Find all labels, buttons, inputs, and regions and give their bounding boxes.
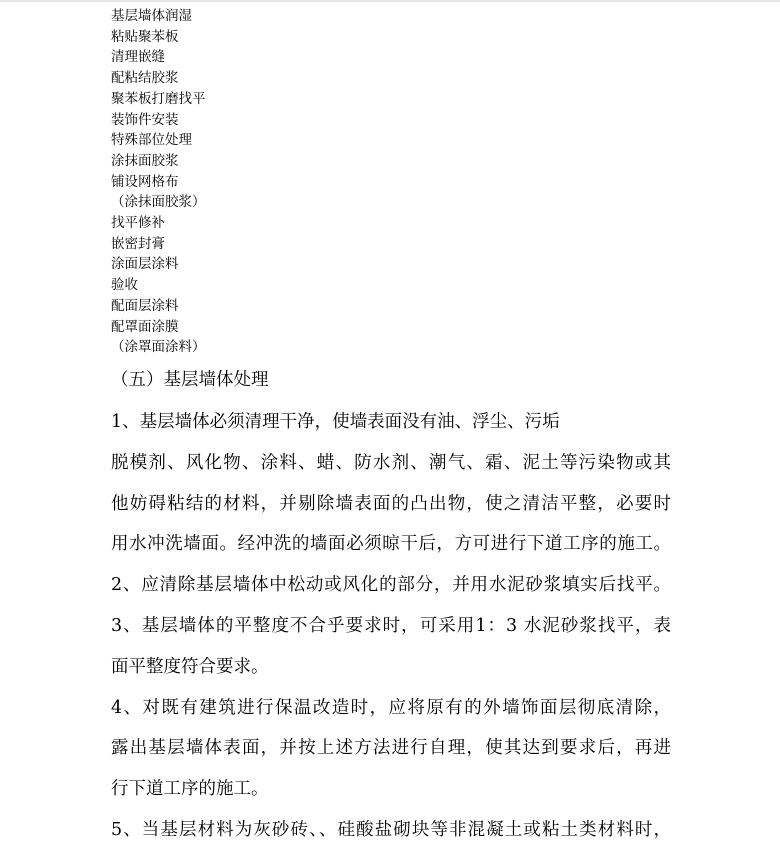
section-heading: （五）基层墙体处理 (111, 370, 269, 390)
process-step: 基层墙体润湿 (111, 8, 192, 24)
process-step: 找平修补 (111, 215, 165, 232)
process-step-list (111, 6, 206, 358)
paragraph-line: 用水冲洗墙面。经冲洗的墙面必须晾干后，方可进行下道工序的施工。 (111, 534, 671, 555)
process-step: （涂抹面胶浆） (111, 194, 206, 211)
paragraph-line: 行下道工序的施工。 (111, 779, 269, 800)
paragraph-line: 面平整度符合要求。 (111, 656, 269, 677)
process-step: 粘贴聚苯板 (111, 28, 179, 45)
process-step: 配粘结胶浆 (111, 70, 179, 87)
process-step: 聚苯板打磨找平 (111, 90, 206, 107)
process-step: 嵌密封膏 (111, 235, 165, 252)
paragraph-line: 他妨碍粘结的材料，并剔除墙表面的凸出物，使之清洁平整，必要时 (111, 493, 671, 514)
paragraph-line: 露出基层墙体表面，并按上述方法进行自理，使其达到要求后，再进 (111, 738, 671, 759)
paragraph-line: 3、基层墙体的平整度不合乎要求时，可采用1：3 水泥砂浆找平，表 (111, 615, 671, 636)
paragraph-line: 2、应清除基层墙体中松动或风化的部分，并用水泥砂浆填实后找平。 (111, 575, 671, 596)
process-step: 特殊部位处理 (111, 132, 192, 149)
paragraph-line: 5、当基层材料为灰砂砖、、硅酸盐砌块等非混凝土或粘土类材料时， (111, 819, 671, 840)
process-step: 涂抹面胶浆 (111, 152, 179, 169)
page-top-edge (0, 0, 780, 2)
paragraph-line: 脱模剂、风化物、涂料、蜡、防水剂、潮气、霜、泥土等污染物或其 (111, 452, 671, 473)
paragraph-line: 4、对既有建筑进行保温改造时，应将原有的外墙饰面层彻底清除， (111, 697, 671, 718)
process-step: 铺设网格布 (111, 173, 179, 190)
process-step: 验收 (111, 277, 138, 294)
process-step: 配面层涂料 (111, 297, 179, 314)
process-step: 配罩面涂膜 (111, 318, 179, 335)
section-body (111, 402, 671, 851)
paragraph-line: 1、基层墙体必须清理干净，使墙表面没有油、浮尘、污垢 (111, 412, 560, 432)
process-step: 清理嵌缝 (111, 49, 165, 66)
process-step: 涂面层涂料 (111, 256, 179, 273)
process-step: （涂罩面涂料） (111, 339, 206, 356)
process-step: 装饰件安装 (111, 111, 179, 128)
